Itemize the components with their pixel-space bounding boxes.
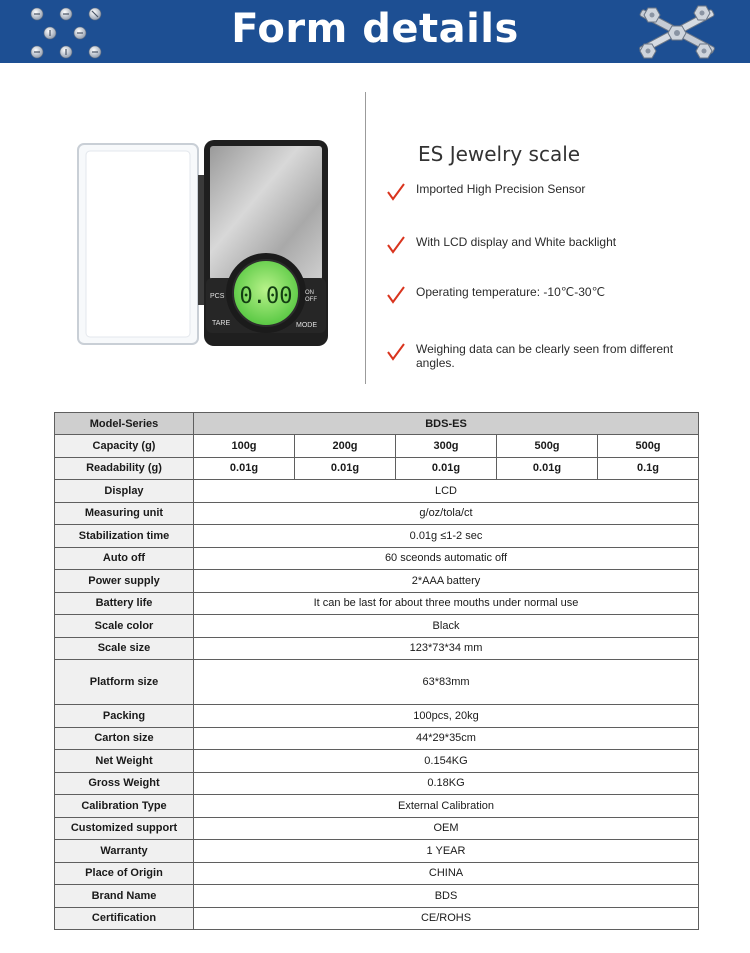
table-header-row xyxy=(55,413,699,435)
scale-product-image xyxy=(72,135,334,353)
row-label: Packing xyxy=(55,705,194,728)
table-cell: 44*29*35cm xyxy=(194,727,699,750)
row-label: Certification xyxy=(55,907,194,930)
row-label: Readability (g) xyxy=(55,457,194,480)
table-cell: 0.01g xyxy=(295,457,396,480)
row-label: Capacity (g) xyxy=(55,435,194,458)
table-row xyxy=(55,435,699,458)
table-row xyxy=(55,795,699,818)
row-label: Warranty xyxy=(55,840,194,863)
svg-text:0.00: 0.00 xyxy=(239,284,293,309)
row-label: Power supply xyxy=(55,570,194,593)
row-label: Battery life xyxy=(55,592,194,615)
row-label: Scale color xyxy=(55,615,194,638)
table-cell: g/oz/tola/ct xyxy=(194,502,699,525)
feature-text: Weighing data can be clearly seen from different angles. xyxy=(416,342,674,370)
table-cell: LCD xyxy=(194,480,699,503)
table-row xyxy=(55,885,699,908)
row-label: Stabilization time xyxy=(55,525,194,548)
table-cell: CE/ROHS xyxy=(194,907,699,930)
table-cell: 300g xyxy=(396,435,497,458)
bolts-nuts-icon xyxy=(632,4,722,62)
table-cell: It can be last for about three mouths under normal use xyxy=(194,592,699,615)
table-row xyxy=(55,457,699,480)
row-label: Platform size xyxy=(55,660,194,705)
off-label: OFF xyxy=(305,297,317,303)
table-row xyxy=(55,705,699,728)
header-banner xyxy=(0,0,750,63)
table-row xyxy=(55,772,699,795)
row-label: Carton size xyxy=(55,727,194,750)
table-row xyxy=(55,660,699,705)
table-cell: 100pcs, 20kg xyxy=(194,705,699,728)
checkmark-icon xyxy=(386,182,406,202)
tare-button-label: TARE xyxy=(212,320,231,327)
table-cell: 500g xyxy=(598,435,699,458)
table-cell: 0.1g xyxy=(598,457,699,480)
table-cell: External Calibration xyxy=(194,795,699,818)
table-row xyxy=(55,570,699,593)
mode-button-label: MODE xyxy=(296,322,317,329)
row-label: Customized support xyxy=(55,817,194,840)
table-row xyxy=(55,840,699,863)
table-row xyxy=(55,592,699,615)
checkmark-icon xyxy=(386,285,406,305)
table-cell: 0.01g xyxy=(194,457,295,480)
lcd-readout xyxy=(240,284,293,309)
table-cell: BDS xyxy=(194,885,699,908)
table-cell: 63*83mm xyxy=(194,660,699,705)
table-cell: OEM xyxy=(194,817,699,840)
table-row xyxy=(55,525,699,548)
table-cell: 200g xyxy=(295,435,396,458)
spec-table xyxy=(54,412,699,930)
table-cell: 0.01g xyxy=(497,457,598,480)
feature-text: With LCD display and White backlight xyxy=(416,235,617,249)
row-label: Measuring unit xyxy=(55,502,194,525)
row-label: Auto off xyxy=(55,547,194,570)
table-row xyxy=(55,750,699,773)
table-cell: 0.154KG xyxy=(194,750,699,773)
row-label: Display xyxy=(55,480,194,503)
table-row xyxy=(55,862,699,885)
table-cell: 0.01g ≤1-2 sec xyxy=(194,525,699,548)
product-title: ES Jewelry scale xyxy=(418,142,581,166)
table-cell: 0.01g xyxy=(396,457,497,480)
table-row xyxy=(55,727,699,750)
table-row xyxy=(55,480,699,503)
table-row xyxy=(55,817,699,840)
table-cell: CHINA xyxy=(194,862,699,885)
row-label: Place of Origin xyxy=(55,862,194,885)
table-row xyxy=(55,547,699,570)
table-cell: 123*73*34 mm xyxy=(194,637,699,660)
row-label: Brand Name xyxy=(55,885,194,908)
section-divider xyxy=(365,92,366,384)
checkmark-icon xyxy=(386,235,406,255)
table-cell: Black xyxy=(194,615,699,638)
pcs-button-label: PCS xyxy=(210,293,225,300)
on-label: ON xyxy=(305,290,314,296)
table-cell: 0.18KG xyxy=(194,772,699,795)
row-label: Gross Weight xyxy=(55,772,194,795)
table-row xyxy=(55,907,699,930)
row-label: Net Weight xyxy=(55,750,194,773)
table-cell: 2*AAA battery xyxy=(194,570,699,593)
table-row xyxy=(55,615,699,638)
table-cell: 1 YEAR xyxy=(194,840,699,863)
table-cell: 500g xyxy=(497,435,598,458)
row-label: Calibration Type xyxy=(55,795,194,818)
page-title: Form details xyxy=(231,6,519,52)
table-cell: Model-Series xyxy=(55,413,194,435)
table-cell: 60 sceonds automatic off xyxy=(194,547,699,570)
feature-text: Operating temperature: -10℃-30℃ xyxy=(416,285,606,299)
table-row xyxy=(55,502,699,525)
table-cell: BDS-ES xyxy=(194,413,699,435)
feature-text: Imported High Precision Sensor xyxy=(416,182,586,196)
row-label: Scale size xyxy=(55,637,194,660)
checkmark-icon xyxy=(386,342,406,362)
table-cell: 100g xyxy=(194,435,295,458)
table-row xyxy=(55,637,699,660)
